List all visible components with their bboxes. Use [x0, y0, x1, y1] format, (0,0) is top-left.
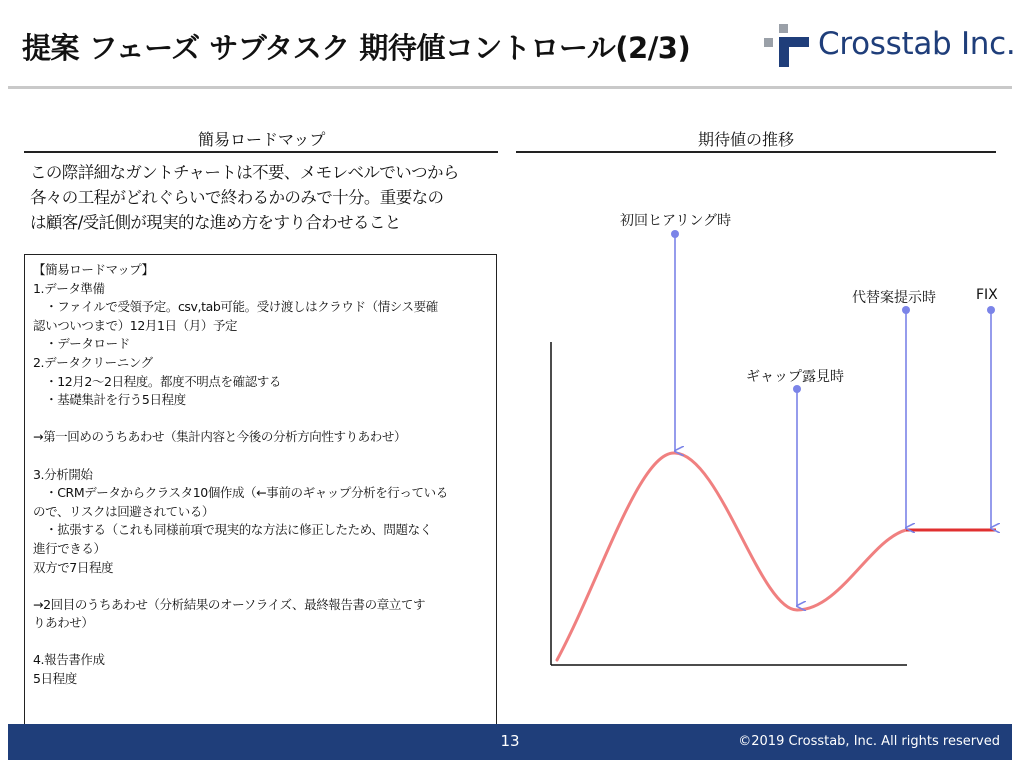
logo-text: Crosstab Inc.	[818, 26, 1016, 62]
intro-line: 各々の工程がどれぐらいで終わるかのみで十分。重要なの	[30, 188, 444, 207]
roadmap-line: ・12月2～2日程度。都度不明点を確認する	[33, 373, 282, 389]
roadmap-line: 双方で7日程度	[33, 559, 114, 575]
intro-line: は顧客/受託側が現実的な進め方をすり合わせること	[30, 213, 401, 232]
label-fix: FIX	[976, 287, 998, 303]
roadmap-line: →第一回めのうちあわせ（集計内容と今後の分析方向性すりあわせ）	[33, 429, 407, 445]
roadmap-line: 2.データクリーニング	[33, 354, 153, 370]
copyright: ©2019 Crosstab, Inc. All rights reserved	[738, 734, 1000, 749]
label-initial-hearing: 初回ヒアリング時	[620, 213, 732, 229]
roadmap-line: →2回目のうちあわせ（分析結果のオーソライズ、最終報告書の章立てす	[33, 596, 426, 612]
roadmap-heading: 簡易ロードマップ	[198, 130, 326, 149]
expectation-curve	[557, 453, 906, 660]
roadmap-line: 3.分析開始	[33, 466, 93, 482]
roadmap-line: 【簡易ロードマップ】	[33, 262, 154, 277]
page-number: 13	[500, 732, 520, 750]
expectation-heading: 期待値の推移	[698, 130, 795, 149]
intro-line: この際詳細なガントチャートは不要、メモレベルでいつから	[30, 163, 459, 182]
page-title: 提案 フェーズ サブタスク 期待値コントロール(2/3)	[22, 31, 691, 65]
roadmap-line: ・CRMデータからクラスタ10個作成（←事前のギャップ分析を行っている	[33, 485, 448, 501]
roadmap-line: 1.データ準備	[33, 280, 105, 296]
roadmap-line: りあわせ）	[33, 615, 94, 631]
roadmap-line: ・基礎集計を行う5日程度	[33, 392, 186, 408]
roadmap-line: ・拡張する（これも同様前項で現実的な方法に修正したため、問題なく	[33, 522, 432, 538]
marker-initial-hearing	[671, 230, 679, 451]
roadmap-line: 4.報告書作成	[33, 652, 105, 668]
roadmap-line: 認いついつまで）12月1日（月）予定	[33, 317, 238, 333]
roadmap-line: 進行できる）	[33, 540, 106, 556]
label-gap-revealed: ギャップ露見時	[746, 369, 844, 385]
roadmap-line: ので、リスクは回避されている）	[33, 503, 215, 519]
roadmap-line: ・データロード	[33, 336, 130, 352]
roadmap-line: 5日程度	[33, 671, 77, 687]
marker-alternative-proposal	[902, 306, 910, 528]
marker-fix	[987, 306, 995, 528]
label-alternative-proposal: 代替案提示時	[852, 290, 936, 306]
footer-bar	[8, 724, 1012, 760]
marker-gap-revealed	[793, 385, 801, 606]
roadmap-line: ・ファイルで受領予定。csv,tab可能。受け渡しはクラウド（情シス要確	[33, 299, 438, 315]
